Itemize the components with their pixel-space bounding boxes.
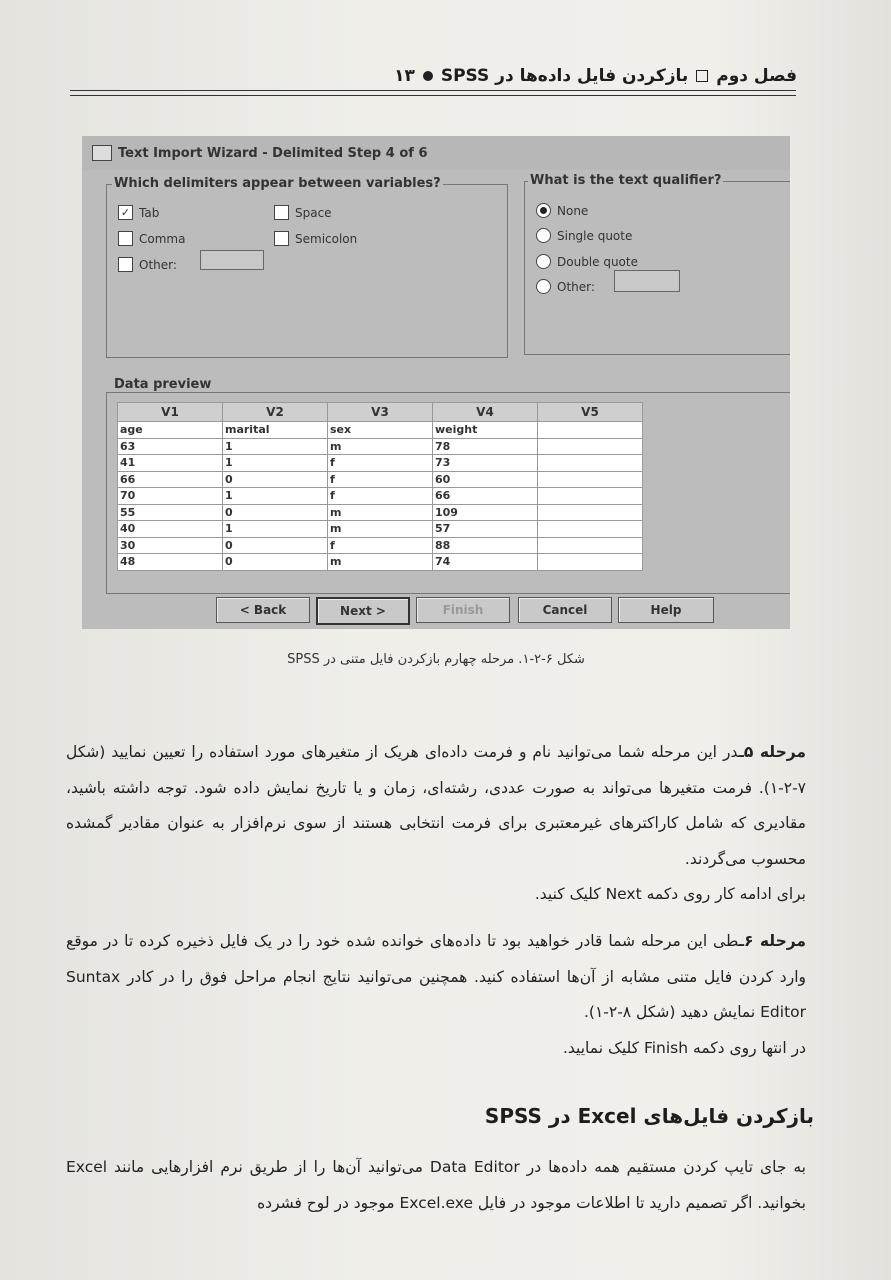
table-cell	[538, 438, 643, 455]
table-cell: sex	[328, 422, 433, 439]
other-qualifier-label: Other:	[557, 279, 595, 294]
dialog-title: Text Import Wizard - Delimited Step 4 of 6	[118, 145, 428, 161]
checkmark-icon: ✓	[118, 205, 133, 220]
table-cell	[538, 554, 643, 571]
tab-checkbox[interactable]	[118, 205, 159, 220]
column-header: V3	[328, 403, 433, 422]
table-cell: weight	[433, 422, 538, 439]
square-bullet-icon	[696, 70, 708, 82]
header-rule-bottom	[70, 95, 796, 96]
delimiters-group-label: Which delimiters appear between variables?	[114, 176, 441, 191]
table-cell: f	[328, 488, 433, 505]
radio-empty-icon	[536, 279, 551, 294]
step6-paragraph	[66, 924, 806, 1066]
figure-caption: شکل ۶-۲-۱. مرحله چهارم بازکردن فایل متنی در SPSS	[287, 652, 585, 667]
table-row	[118, 471, 643, 488]
table-cell: 40	[118, 521, 223, 538]
table-cell: 57	[433, 521, 538, 538]
table-row	[118, 554, 643, 571]
comma-checkbox[interactable]	[118, 231, 185, 246]
table-cell: 0	[223, 554, 328, 571]
page-header	[70, 62, 797, 90]
table-cell	[538, 537, 643, 554]
step5-next-text: برای ادامه کار روی دکمه Next کلیک کنید.	[534, 885, 806, 903]
back-button[interactable]: < Back	[216, 597, 310, 623]
column-header: V5	[538, 403, 643, 422]
none-radio[interactable]	[536, 203, 588, 218]
other-delimiter-label: Other:	[139, 257, 177, 272]
table-cell: m	[328, 521, 433, 538]
section-heading: بازکردن فایل‌های Excel در SPSS	[484, 1104, 814, 1128]
none-label: None	[557, 203, 589, 218]
table-cell	[538, 521, 643, 538]
step6-label: مرحله ۶ـ	[738, 932, 806, 950]
space-checkbox[interactable]	[274, 205, 332, 220]
table-cell: 66	[433, 488, 538, 505]
other-qualifier-radio[interactable]	[536, 279, 595, 294]
data-preview-label: Data preview	[114, 377, 212, 392]
column-header: V4	[433, 403, 538, 422]
table-cell: f	[328, 537, 433, 554]
finish-button[interactable]: Finish	[416, 597, 510, 623]
table-cell: m	[328, 438, 433, 455]
table-cell: f	[328, 455, 433, 472]
table-row	[118, 438, 643, 455]
table-cell	[538, 504, 643, 521]
page-number: ۱۳	[394, 66, 415, 86]
next-button[interactable]: Next >	[316, 597, 410, 625]
table-cell: 1	[223, 438, 328, 455]
double-quote-label: Double quote	[557, 254, 638, 269]
table-cell: 1	[223, 455, 328, 472]
table-cell: 41	[118, 455, 223, 472]
table-cell: 74	[433, 554, 538, 571]
table-cell: 0	[223, 504, 328, 521]
qualifier-group-label: What is the text qualifier?	[530, 173, 722, 188]
column-header: V1	[118, 403, 223, 422]
table-cell: marital	[223, 422, 328, 439]
table-header-row	[118, 403, 643, 422]
other-qualifier-input[interactable]	[614, 270, 680, 292]
other-delimiter-checkbox[interactable]	[118, 257, 177, 272]
table-row	[118, 521, 643, 538]
table-cell: 60	[433, 471, 538, 488]
step6-text: طی این مرحله شما قادر خواهید بود تا داده‌های خوانده شده خود را در یک فایل ذخیره کرده تا در موقع وارد کردن فایل متنی مشابه از آن‌ها استفاده کنید. همچنین می‌توانید نتایج انجام مراحل فوق را در کادر Suntax Editor نمایش دهید (شکل ۸-۲-۱).	[66, 932, 806, 1021]
spss-window-icon	[92, 145, 112, 161]
cancel-button[interactable]: Cancel	[518, 597, 612, 623]
table-row	[118, 504, 643, 521]
table-cell: 66	[118, 471, 223, 488]
table-cell: 1	[223, 521, 328, 538]
table-cell: 55	[118, 504, 223, 521]
radio-empty-icon	[536, 254, 551, 269]
table-cell: 30	[118, 537, 223, 554]
table-row	[118, 488, 643, 505]
table-cell: 78	[433, 438, 538, 455]
chapter-title: بازکردن فایل داده‌ها در SPSS	[440, 66, 689, 86]
table-cell: 0	[223, 537, 328, 554]
table-cell: 0	[223, 471, 328, 488]
table-cell: age	[118, 422, 223, 439]
table-cell: m	[328, 554, 433, 571]
table-row	[118, 455, 643, 472]
table-cell: 1	[223, 488, 328, 505]
data-preview-table	[117, 402, 643, 571]
step5-text: در این مرحله شما می‌توانید نام و فرمت داده‌ای هریک از متغیرهای مورد استفاده را تعیین نمایید (شکل ۷-۲-۱). فرمت متغیرها می‌تواند به صورت عددی، رشته‌ای، زمان و یا تاریخ نمایش داده شود. توجه داشته باشید، مقادیری که شامل کاراکترهای غیرمعتبری برای فرمت انتخابی هستند از سوی نرم‌افزار به عنوان مقادیر گمشده محسوب می‌گردند.	[66, 743, 806, 868]
table-cell: 88	[433, 537, 538, 554]
space-label: Space	[295, 205, 332, 220]
column-header: V2	[223, 403, 328, 422]
table-cell: 109	[433, 504, 538, 521]
step5-paragraph	[66, 735, 806, 913]
dialog-titlebar	[82, 136, 790, 170]
radio-selected-icon	[536, 203, 551, 218]
chapter-label: فصل دوم	[716, 66, 797, 86]
semicolon-label: Semicolon	[295, 231, 358, 246]
table-row	[118, 537, 643, 554]
double-quote-radio[interactable]	[536, 254, 638, 269]
table-cell: f	[328, 471, 433, 488]
comma-label: Comma	[139, 231, 186, 246]
help-button[interactable]: Help	[618, 597, 714, 623]
table-cell	[538, 488, 643, 505]
tab-label: Tab	[139, 205, 160, 220]
single-quote-label: Single quote	[557, 228, 633, 243]
checkbox-empty-icon	[118, 231, 133, 246]
excel-paragraph: به جای تایپ کردن مستقیم همه داده‌ها در Data Editor می‌توانید آن‌ها را از طریق نرم افزارهایی مانند Excel بخوانید. اگر تصمیم دارید تا اطلاعات موجود در فایل Excel.exe موجود در لوح فشرده	[66, 1158, 806, 1212]
table-cell: m	[328, 504, 433, 521]
table-cell: 70	[118, 488, 223, 505]
header-rule-top	[70, 90, 796, 91]
checkbox-empty-icon	[118, 257, 133, 272]
text-import-wizard-screenshot	[82, 136, 790, 629]
checkbox-empty-icon	[274, 205, 289, 220]
step5-label: مرحله ۵ـ	[738, 743, 806, 761]
table-cell	[538, 471, 643, 488]
table-cell: 48	[118, 554, 223, 571]
step6-finish-text: در انتها روی دکمه Finish کلیک نمایید.	[562, 1038, 806, 1057]
dot-bullet-icon	[423, 71, 433, 81]
checkbox-empty-icon	[274, 231, 289, 246]
table-cell	[538, 455, 643, 472]
other-delimiter-input[interactable]	[200, 250, 264, 270]
table-cell	[538, 422, 643, 439]
table-row	[118, 422, 643, 439]
table-cell: 73	[433, 455, 538, 472]
single-quote-radio[interactable]	[536, 228, 632, 243]
table-cell: 63	[118, 438, 223, 455]
radio-empty-icon	[536, 228, 551, 243]
semicolon-checkbox[interactable]	[274, 231, 357, 246]
